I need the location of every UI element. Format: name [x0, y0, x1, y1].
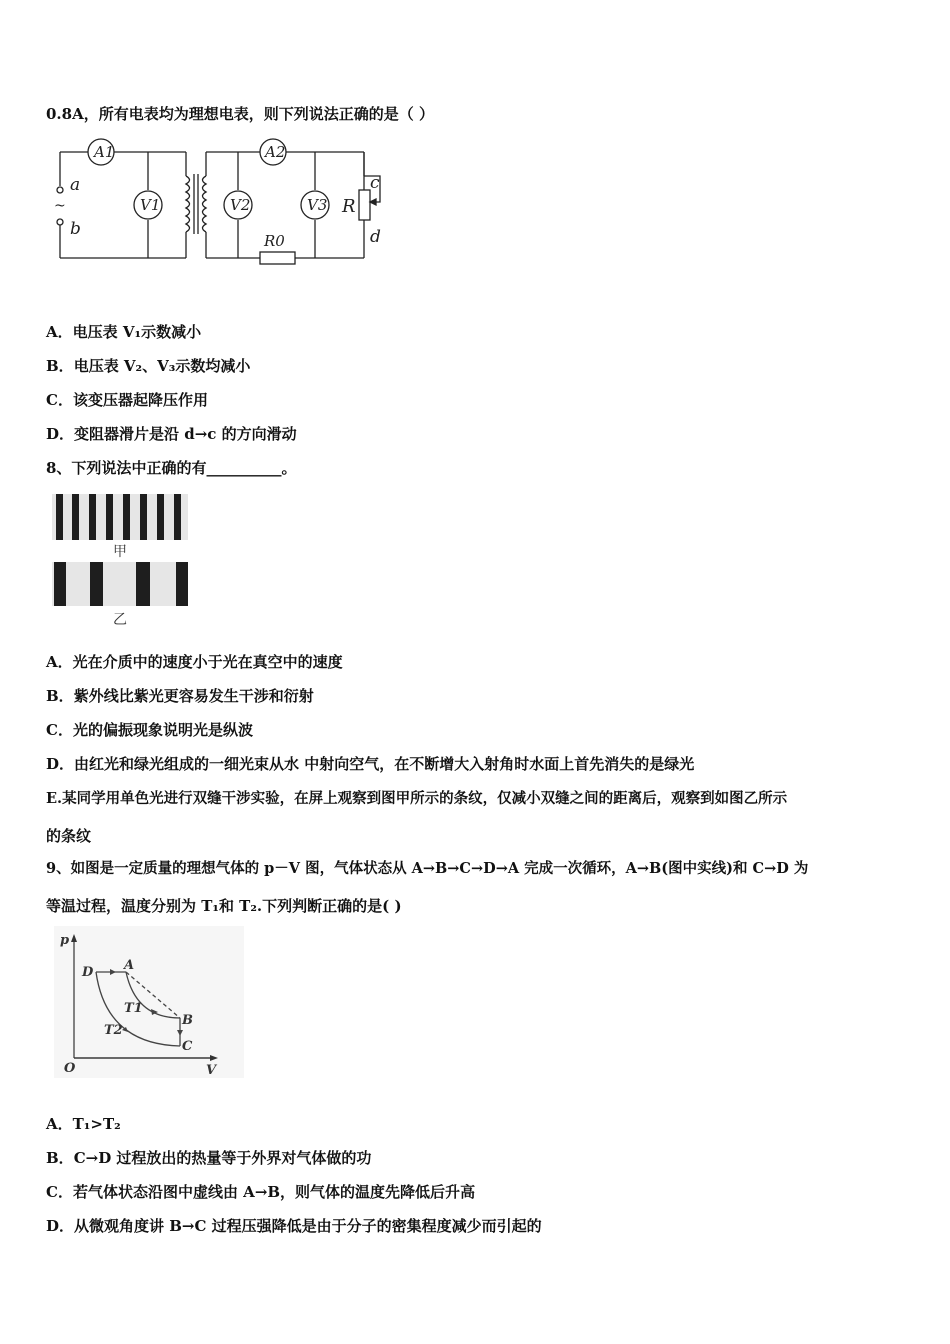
ac-source-symbol: ~ [54, 198, 66, 214]
q8-option-e-continued: 的条纹 [46, 827, 92, 845]
fringe-label-jia: 甲 [113, 544, 127, 560]
origin-label: O [64, 1061, 76, 1076]
slider-c-label: c [370, 173, 380, 193]
q9-stem-continued: 等温过程，温度分别为 T₁和 T₂.下列判断正确的是( ) [46, 897, 402, 915]
rheostat-r-label: R [342, 196, 356, 217]
meter-a2-label: A2 [265, 143, 286, 161]
point-b-label: B [182, 1013, 193, 1028]
q8-option-b: B．紫外线比紫光更容易发生干涉和衍射 [46, 687, 314, 705]
meter-v1-label: V1 [140, 196, 161, 214]
axis-v-label: V [206, 1063, 217, 1078]
q8-option-c: C．光的偏振现象说明光是纵波 [46, 721, 253, 739]
q9-option-b: B．C→D 过程放出的热量等于外界对气体做的功 [46, 1149, 372, 1167]
q8-option-a: A．光在介质中的速度小于光在真空中的速度 [46, 653, 343, 671]
q7-option-c: C．该变压器起降压作用 [46, 391, 208, 409]
meter-v3-label: V3 [307, 196, 328, 214]
meter-v2-label: V2 [230, 196, 251, 214]
interference-fringes-figure [52, 494, 192, 630]
terminal-a-label: a [70, 175, 81, 195]
pv-diagram [54, 926, 244, 1078]
slider-d-label: d [370, 227, 381, 247]
point-c-label: C [182, 1039, 193, 1054]
meter-a1-label: A1 [94, 143, 115, 161]
axis-p-label: p [60, 933, 70, 948]
isotherm-t1-label: T1 [124, 1001, 143, 1016]
q7-option-a: A．电压表 V₁示数减小 [46, 323, 202, 341]
q9-stem: 9、如图是一定质量的理想气体的 p－V 图，气体状态从 A→B→C→D→A 完成一次循环，A→B(图中实线)和 C→D 为 [46, 860, 809, 877]
q7-option-b: B．电压表 V₂、V₃示数均减小 [46, 357, 251, 375]
point-a-label: A [124, 958, 135, 973]
q8-option-e: E.某同学用单色光进行双缝干涉实验，在屏上观察到图甲所示的条纹，仅减小双缝之间的距离后，观察到如图乙所示 [46, 790, 788, 807]
circuit-diagram [50, 138, 395, 273]
terminal-b-label: b [70, 219, 81, 239]
isotherm-t2-label: T2 [104, 1023, 123, 1038]
q7-option-d: D．变阻器滑片是沿 d→c 的方向滑动 [46, 425, 297, 443]
q9-option-c: C．若气体状态沿图中虚线由 A→B，则气体的温度先降低后升高 [46, 1183, 476, 1201]
point-d-label: D [82, 965, 94, 980]
fringe-label-yi: 乙 [113, 612, 127, 628]
q9-option-d: D．从微观角度讲 B→C 过程压强降低是由于分子的密集程度减少而引起的 [46, 1217, 542, 1235]
q8-stem: 8、下列说法中正确的有__________。 [46, 459, 297, 477]
q9-option-a: A．T₁>T₂ [46, 1115, 121, 1133]
q8-option-d: D．由红光和绿光组成的一细光束从水 中射向空气，在不断增大入射角时水面上首先消失的是绿光 [46, 755, 695, 773]
resistor-r0-label: R0 [264, 232, 285, 250]
q7-stem: 0.8A，所有电表均为理想电表，则下列说法正确的是（ ） [46, 105, 434, 123]
